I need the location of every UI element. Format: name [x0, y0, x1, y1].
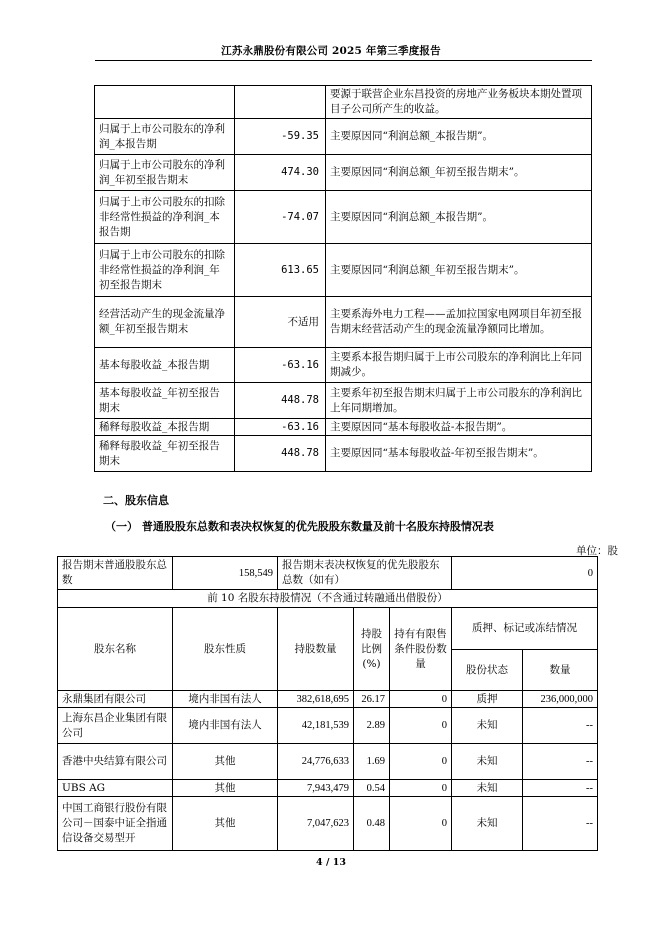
- holder-nature: 其他: [173, 797, 278, 851]
- reason-cell: 要源于联营企业东昌投资的房地产业务板块本期处置项目子公司所产生的收益。: [326, 86, 592, 119]
- table-row: [95, 191, 592, 244]
- value-cell: -74.07: [235, 191, 326, 244]
- col-header-nature: 股东性质: [173, 608, 278, 691]
- reason-cell: 主要系本报告期归属于上市公司股东的净利润比上年同期减少。: [326, 348, 592, 383]
- holder-qty: --: [523, 780, 598, 797]
- holder-nature: 其他: [173, 744, 278, 780]
- reason-cell: 主要系年初至报告期末归属于上市公司股东的净利润比上年同期增加。: [326, 383, 592, 419]
- item-cell: 归属于上市公司股东的净利润_本报告期: [95, 119, 235, 155]
- holder-ratio: 26.17: [354, 691, 390, 708]
- col-header-restricted: 持有有限售条件股份数量: [390, 608, 452, 691]
- pref-holders-value: 0: [452, 557, 598, 590]
- holder-nature: 境内非国有法人: [173, 691, 278, 708]
- report-header-title: 江苏永鼎股份有限公司 2025 年第三季度报告: [221, 45, 441, 57]
- table-row: [95, 244, 592, 297]
- holder-restricted: 0: [390, 780, 452, 797]
- holder-shares: 382,618,695: [278, 691, 354, 708]
- holder-name: 中国工商银行股份有限公司－国泰中证全指通信设备交易型开: [58, 797, 173, 851]
- holder-status: 未知: [452, 797, 523, 851]
- holder-status: 未知: [452, 780, 523, 797]
- reason-cell: 主要原因同“利润总额_本报告期”。: [326, 191, 592, 244]
- value-cell: 不适用: [235, 297, 326, 348]
- total-holders-value: 158,549: [173, 557, 278, 590]
- table-row: [58, 744, 598, 780]
- top10-caption: 前 10 名股东持股情况（不含通过转融通出借股份）: [58, 590, 598, 608]
- reason-cell: 主要原因同“利润总额_本报告期”。: [326, 119, 592, 155]
- holder-name: 永鼎集团有限公司: [58, 691, 173, 708]
- page-number: 4 / 13: [316, 857, 346, 868]
- holder-restricted: 0: [390, 708, 452, 744]
- value-cell: -63.16: [235, 419, 326, 436]
- holder-qty: --: [523, 708, 598, 744]
- total-holders-label: 报告期末普通股股东总数: [58, 557, 173, 590]
- unit-label: 单位：股: [576, 545, 618, 557]
- reason-cell: 主要原因同“基本每股收益-本报告期”。: [326, 419, 592, 436]
- holder-status: 未知: [452, 708, 523, 744]
- col-header-shares: 持股数量: [278, 608, 354, 691]
- reason-cell: 主要系海外电力工程——孟加拉国家电网项目年初至报告期末经营活动产生的现金流量净额同比增加。: [326, 297, 592, 348]
- value-cell: [235, 86, 326, 119]
- holder-name: 香港中央结算有限公司: [58, 744, 173, 780]
- holder-shares: 24,776,633: [278, 744, 354, 780]
- holder-qty: --: [523, 744, 598, 780]
- item-cell: 归属于上市公司股东的扣除非经常性损益的净利润_年初至报告期末: [95, 244, 235, 297]
- table-row: [95, 419, 592, 436]
- pref-holders-label: 报告期末表决权恢复的优先股股东总数（如有）: [278, 557, 452, 590]
- item-cell: 稀释每股收益_年初至报告期末: [95, 436, 235, 472]
- value-cell: 474.30: [235, 155, 326, 191]
- item-cell: 归属于上市公司股东的净利润_年初至报告期末: [95, 155, 235, 191]
- item-cell: 基本每股收益_年初至报告期末: [95, 383, 235, 419]
- section-heading: 二、股东信息: [103, 494, 169, 507]
- table-row: [95, 119, 592, 155]
- col-header-pledge: 质押、标记或冻结情况: [452, 608, 598, 650]
- subsection-heading: （一） 普通股股东总数和表决权恢复的优先股股东数量及前十名股东持股情况表: [105, 520, 494, 533]
- item-cell: 经营活动产生的现金流量净额_年初至报告期末: [95, 297, 235, 348]
- holder-ratio: 0.48: [354, 797, 390, 851]
- holder-shares: 7,943,479: [278, 780, 354, 797]
- reason-cell: 主要原因同“利润总额_年初至报告期末”。: [326, 155, 592, 191]
- table-row: [58, 590, 598, 608]
- reason-cell: 主要原因同“基本每股收益-年初至报告期末”。: [326, 436, 592, 472]
- table-row: [58, 691, 598, 708]
- header-row: [58, 608, 598, 650]
- table-row: [95, 348, 592, 383]
- holder-restricted: 0: [390, 797, 452, 851]
- table-row: [58, 780, 598, 797]
- holder-nature: 其他: [173, 780, 278, 797]
- item-cell: 基本每股收益_本报告期: [95, 348, 235, 383]
- table-row: [58, 708, 598, 744]
- value-cell: 448.78: [235, 436, 326, 472]
- holder-ratio: 1.69: [354, 744, 390, 780]
- holder-shares: 7,047,623: [278, 797, 354, 851]
- holder-shares: 42,181,539: [278, 708, 354, 744]
- header-divider: [95, 60, 592, 61]
- item-cell: 归属于上市公司股东的扣除非经常性损益的净利润_本报告期: [95, 191, 235, 244]
- table-row: [95, 86, 592, 119]
- reason-cell: 主要原因同“利润总额_年初至报告期末”。: [326, 244, 592, 297]
- table-row: [95, 297, 592, 348]
- holder-restricted: 0: [390, 691, 452, 708]
- change-reasons-table: [94, 85, 592, 472]
- holder-ratio: 2.89: [354, 708, 390, 744]
- table-row: [58, 797, 598, 851]
- holder-nature: 境内非国有法人: [173, 708, 278, 744]
- col-header-name: 股东名称: [58, 608, 173, 691]
- holder-restricted: 0: [390, 744, 452, 780]
- holder-status: 质押: [452, 691, 523, 708]
- holder-name: 上海东昌企业集团有限公司: [58, 708, 173, 744]
- value-cell: -63.16: [235, 348, 326, 383]
- value-cell: -59.35: [235, 119, 326, 155]
- holder-name: UBS AG: [58, 780, 173, 797]
- holder-qty: 236,000,000: [523, 691, 598, 708]
- item-cell: [95, 86, 235, 119]
- col-header-status: 股份状态: [452, 650, 523, 691]
- col-header-qty: 数量: [523, 650, 598, 691]
- holder-status: 未知: [452, 744, 523, 780]
- col-header-ratio: 持股比例(%): [354, 608, 390, 691]
- value-cell: 613.65: [235, 244, 326, 297]
- item-cell: 稀释每股收益_本报告期: [95, 419, 235, 436]
- holder-qty: --: [523, 797, 598, 851]
- table-row: [95, 383, 592, 419]
- shareholders-table: [57, 556, 598, 851]
- holder-ratio: 0.54: [354, 780, 390, 797]
- table-row: [58, 557, 598, 590]
- value-cell: 448.78: [235, 383, 326, 419]
- table-row: [95, 155, 592, 191]
- table-row: [95, 436, 592, 472]
